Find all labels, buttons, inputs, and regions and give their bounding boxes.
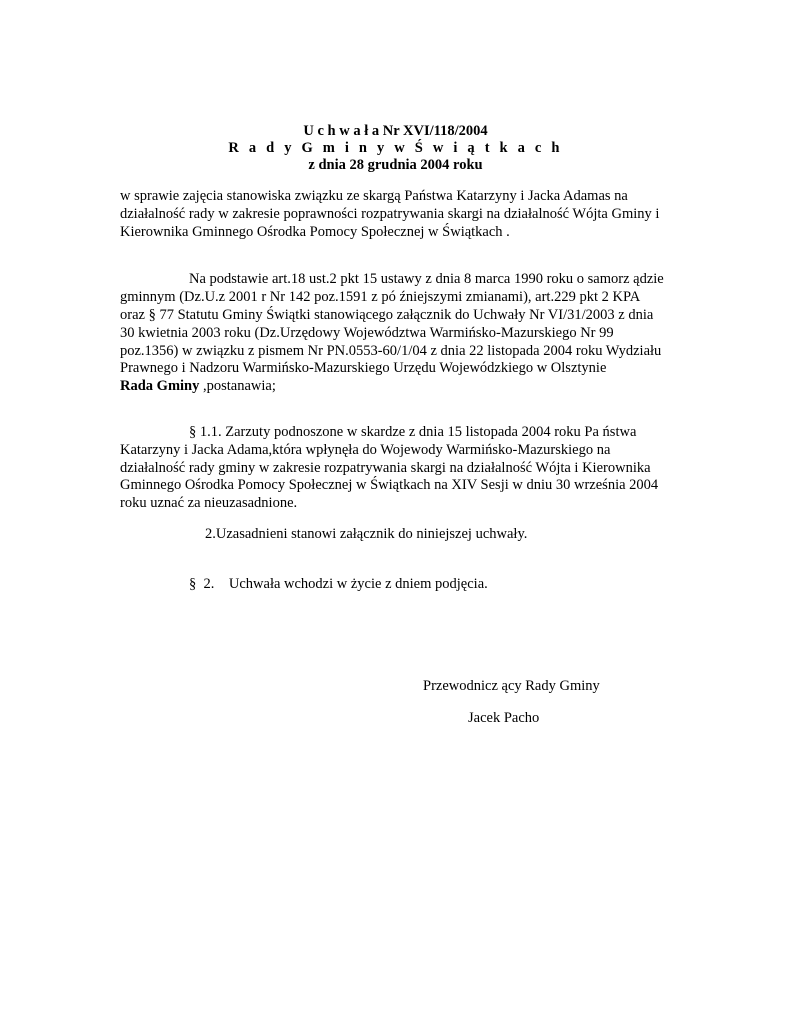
section1-line: Gminnego Ośrodka Pomocy Społecznej w Świątkach na XIV Sesji w dniu 30 września 2004 — [120, 477, 659, 493]
section1-line: roku uznać za nieuzasadnione. — [120, 495, 298, 511]
section1-line: Katarzyny i Jacka Adama,która wpłynęła do Wojewody Warmińsko-Mazurskiego na — [120, 442, 611, 458]
basis-line: Na podstawie art.18 ust.2 pkt 15 ustawy z dnia 8 marca 1990 roku o samorz ądzie — [189, 271, 664, 287]
section1-point2: 2.Uzasadnieni stanowi załącznik do niniejszej uchwały. — [205, 526, 528, 542]
section1-line: § 1.1. Zarzuty podnoszone w skardze z dnia 15 listopada 2004 roku Pa ństwa — [189, 424, 637, 440]
basis-line: 30 kwietnia 2003 roku (Dz.Urzędowy Województwa Warmińsko-Mazurskiego Nr 99 — [120, 325, 614, 341]
council-name: R a d y G m i n y w Ś w i ą t k a c h — [228, 140, 563, 156]
section1-line: działalność rady gminy w zakresie rozpatrywania skargi na działalność Wójta i Kierownika — [120, 460, 651, 476]
council-bold: Rada Gminy — [120, 378, 200, 394]
basis-line: gminnym (Dz.U.z 2001 r Nr 142 poz.1591 z pó źniejszymi zmianami), art.229 pkt 2 KPA — [120, 289, 641, 305]
signature-role: Przewodnicz ący Rady Gminy — [423, 678, 600, 694]
subject-line: działalność rady w zakresie poprawności rozpatrywania skargi na działalność Wójta Gminy i — [120, 206, 660, 222]
subject-line: w sprawie zajęcia stanowiska związku ze skargą Państwa Katarzyny i Jacka Adamas na — [120, 188, 628, 204]
resolution-date: z dnia 28 grudnia 2004 roku — [308, 157, 483, 173]
subject-line: Kierownika Gminnego Ośrodka Pomocy Społecznej w Świątkach . — [120, 224, 510, 240]
resolution-title: U c h w a ł a Nr XVI/118/2004 — [303, 123, 488, 139]
resolves-text: ,postanawia; — [199, 378, 276, 394]
basis-line: poz.1356) w związku z pismem Nr PN.0553-60/1/04 z dnia 22 listopada 2004 roku Wydziału — [120, 343, 662, 359]
section2: § 2. Uchwała wchodzi w życie z dniem podjęcia. — [189, 576, 488, 592]
basis-line: Prawnego i Nadzoru Warmińsko-Mazurskiego Urzędu Wojewódzkiego w Olsztynie — [120, 360, 607, 376]
resolves-line — [120, 377, 276, 395]
signature-name: Jacek Pacho — [468, 710, 540, 726]
basis-line: oraz § 77 Statutu Gminy Świątki stanowiącego załącznik do Uchwały Nr VI/31/2003 z dnia — [120, 307, 654, 323]
